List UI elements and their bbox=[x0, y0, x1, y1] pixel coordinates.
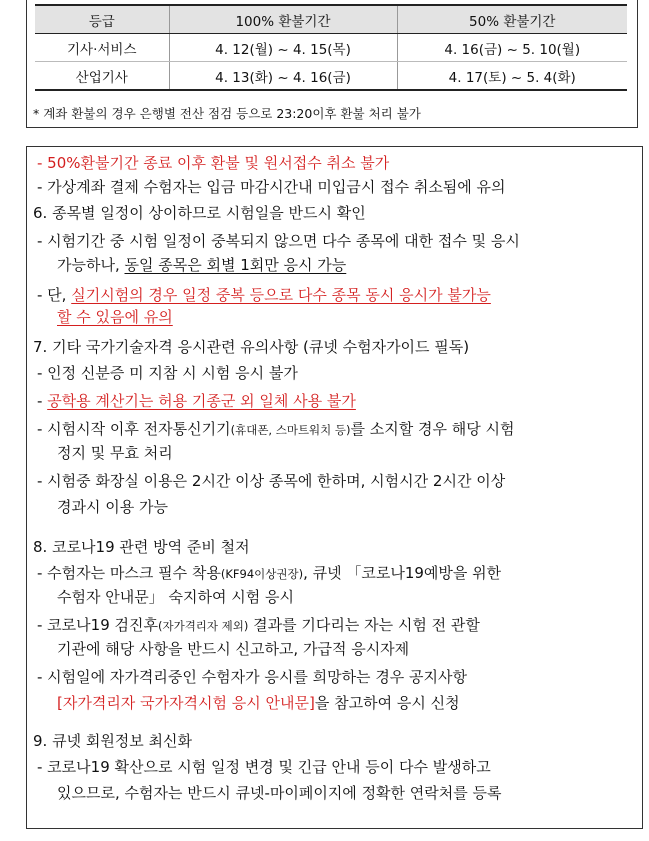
small-text: (휴대폰, 스마트워치 등) bbox=[230, 423, 351, 437]
table-cell: 산업기사 bbox=[35, 62, 169, 91]
section-7-item-d-line2: 경과시 이용 가능 bbox=[57, 498, 168, 516]
section-7-item-c-line2: 정지 및 무효 처리 bbox=[57, 444, 173, 462]
table-cell: 4. 13(화) ~ 4. 16(금) bbox=[169, 62, 397, 91]
section-7-item-d-line1: - 시험중 화장실 이용은 2시간 이상 종목에 한하며, 시험시간 2시간 이상 bbox=[37, 472, 506, 490]
refund-period-box bbox=[26, 0, 638, 128]
table-row bbox=[35, 62, 627, 91]
section-9-title: 9. 큐넷 회원정보 최신화 bbox=[33, 732, 193, 750]
section-7-item-b bbox=[37, 391, 356, 411]
red-underlined-text: 실기시험의 경우 일정 중복 등으로 다수 종목 동시 응시가 불가능 bbox=[71, 286, 491, 304]
table-cell: 4. 17(토) ~ 5. 4(화) bbox=[397, 62, 627, 91]
section-8-item-a-line2: 수험자 안내문」 숙지하여 시험 응시 bbox=[57, 588, 294, 606]
table-cell: 4. 16(금) ~ 5. 10(월) bbox=[397, 34, 627, 62]
text-span: , 큐넷 「코로나19예방을 위한 bbox=[303, 564, 502, 582]
section-6-item-b-line2: 할 수 있음에 유의 bbox=[57, 308, 173, 326]
section-8-item-c-line2 bbox=[57, 693, 460, 713]
refund-cancel-notice: - 50%환불기간 종료 이후 환불 및 원서접수 취소 불가 bbox=[37, 154, 390, 172]
bank-refund-note: * 계좌 환불의 경우 은행별 전산 점검 등으로 23:20이후 환불 처리 불가 bbox=[33, 106, 421, 121]
text-span: 가능하나, bbox=[57, 256, 125, 274]
section-8-title: 8. 코로나19 관련 방역 준비 철저 bbox=[33, 538, 250, 556]
small-text: (KF94이상권장) bbox=[220, 567, 304, 581]
text-span: 를 소지할 경우 해당 시험 bbox=[350, 420, 515, 438]
text-span: - bbox=[37, 392, 48, 410]
text-span: - 수험자는 마스크 필수 착용 bbox=[37, 564, 221, 582]
header-grade: 등급 bbox=[35, 5, 169, 34]
table-cell: 4. 12(월) ~ 4. 15(목) bbox=[169, 34, 397, 62]
section-9-item-a-line1: - 코로나19 확산으로 시험 일정 변경 및 긴급 안내 등이 다수 발생하고 bbox=[37, 758, 491, 776]
small-text: (자가격리자 제외) bbox=[157, 619, 249, 633]
virtual-account-notice: - 가상계좌 결제 수험자는 입금 마감시간내 미입금시 접수 취소됨에 유의 bbox=[37, 178, 506, 196]
text-span: 을 참고하여 응시 신청 bbox=[314, 694, 460, 712]
section-7-title: 7. 기타 국가기술자격 응시관련 유의사항 (큐넷 수험자가이드 필독) bbox=[33, 338, 470, 356]
table-header-row bbox=[35, 5, 627, 34]
text-span: - 단, bbox=[37, 286, 72, 304]
header-full-refund: 100% 환불기간 bbox=[169, 5, 397, 34]
section-6-item-a-line1: - 시험기간 중 시험 일정이 중복되지 않으면 다수 종목에 대한 접수 및 응시 bbox=[37, 232, 520, 250]
table-row bbox=[35, 34, 627, 62]
section-6-title: 6. 종목별 일정이 상이하므로 시험일을 반드시 확인 bbox=[33, 204, 366, 222]
section-8-item-b-line1 bbox=[37, 615, 480, 636]
underlined-text: 동일 종목은 회별 1회만 응시 가능 bbox=[124, 256, 347, 274]
section-6-item-a-line2 bbox=[57, 255, 346, 275]
red-text: [자가격리자 국가자격시험 응시 안내문] bbox=[57, 694, 315, 712]
section-9-item-a-line2: 있으므로, 수험자는 반드시 큐넷-마이페이지에 정확한 연락처를 등록 bbox=[57, 784, 502, 802]
section-7-item-a: - 인정 신분증 미 지참 시 시험 응시 불가 bbox=[37, 364, 298, 382]
section-8-item-b-line2: 기관에 해당 사항을 반드시 신고하고, 가급적 응시자제 bbox=[57, 640, 410, 658]
text-span: - 코로나19 검진후 bbox=[37, 616, 158, 634]
section-8-item-c-line1: - 시험일에 자가격리중인 수험자가 응시를 희망하는 경우 공지사항 bbox=[37, 668, 468, 686]
text-span: - 시험시작 이후 전자통신기기 bbox=[37, 420, 231, 438]
red-underlined-text: 공학용 계산기는 허용 기종군 외 일체 사용 불가 bbox=[47, 392, 356, 410]
section-7-item-c-line1 bbox=[37, 419, 515, 440]
notice-box bbox=[26, 146, 643, 829]
refund-period-table bbox=[35, 4, 627, 91]
table-cell: 기사·서비스 bbox=[35, 34, 169, 62]
section-8-item-a-line1 bbox=[37, 563, 501, 584]
header-half-refund: 50% 환불기간 bbox=[397, 5, 627, 34]
section-6-item-b-line1 bbox=[37, 285, 491, 305]
text-span: 결과를 기다리는 자는 시험 전 관할 bbox=[248, 616, 480, 634]
